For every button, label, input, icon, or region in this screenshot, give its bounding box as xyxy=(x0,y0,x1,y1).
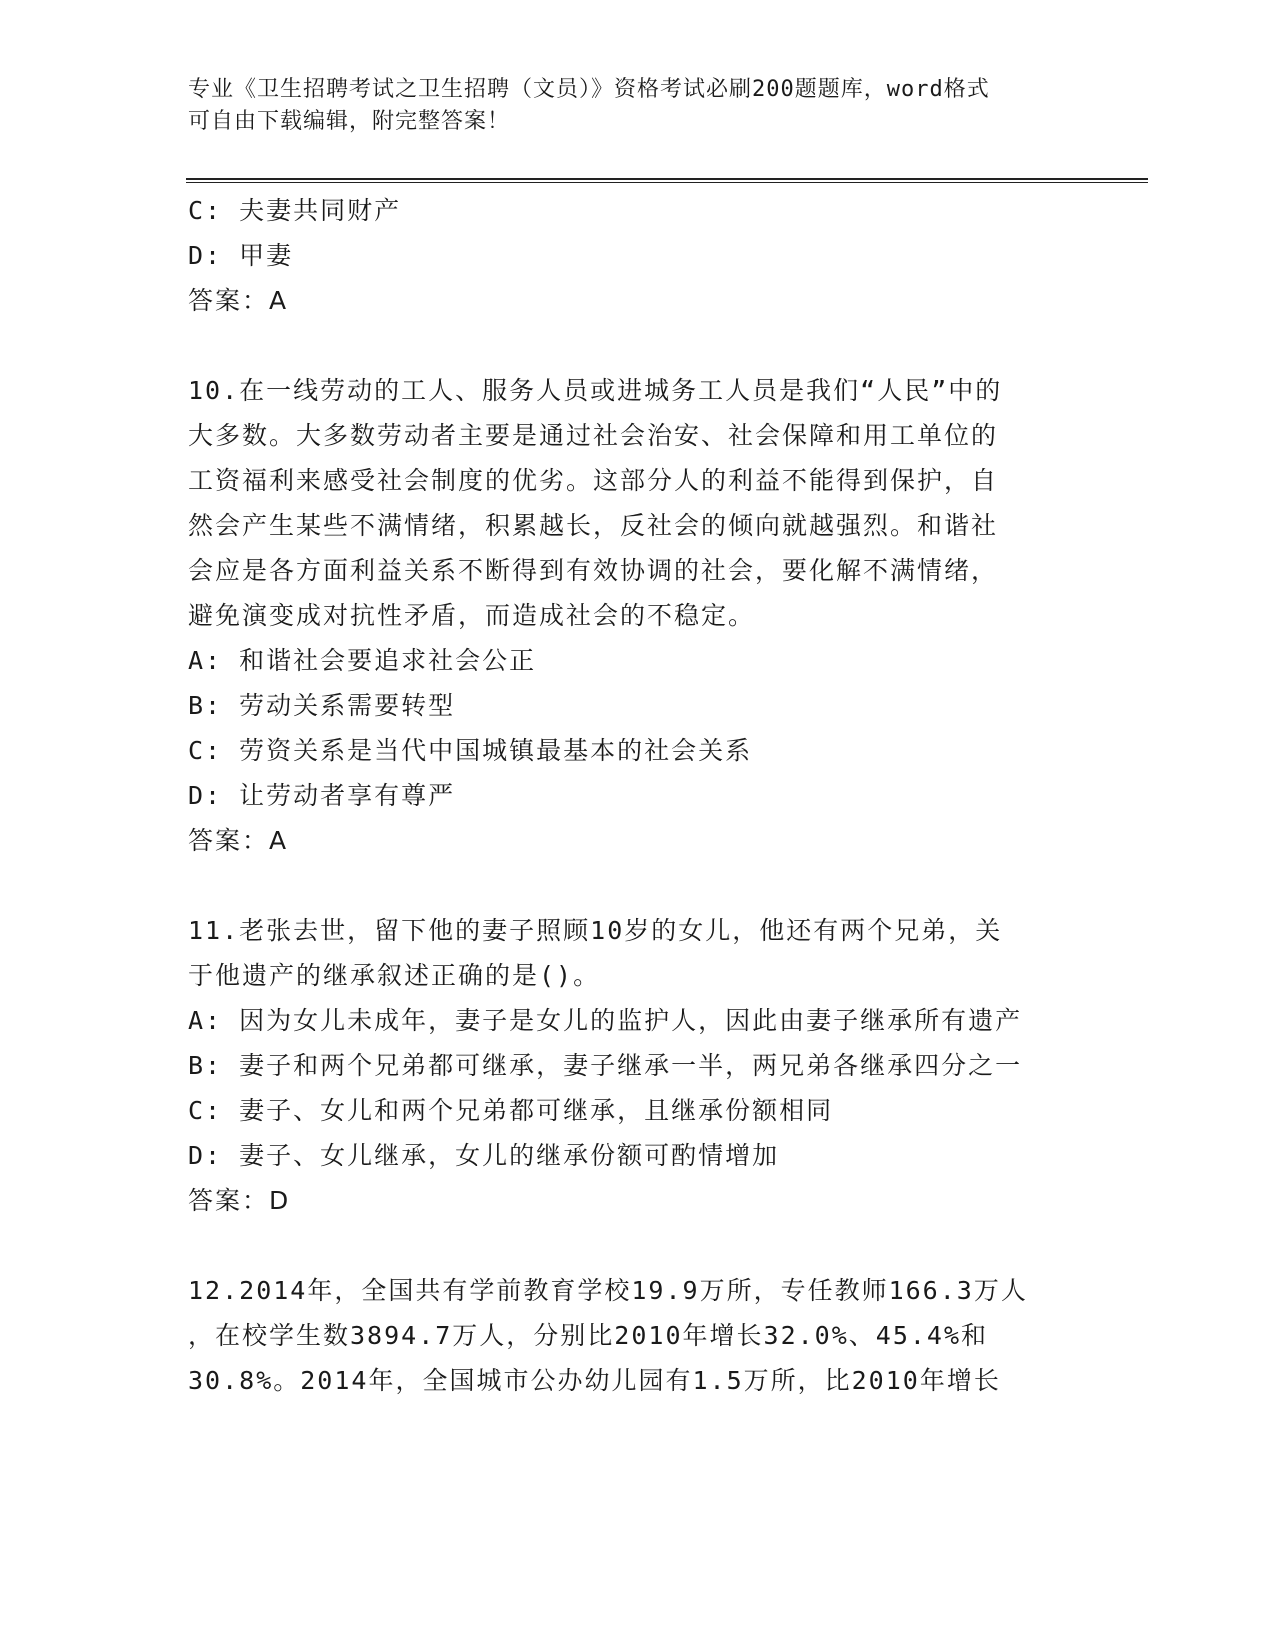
header-line: 可自由下载编辑，附完整答案！ xyxy=(188,109,511,134)
question-text: 30.8%。2014年，全国城市公办幼儿园有1.5万所，比2010年增长 xyxy=(188,1366,1001,1395)
option: A: 因为女儿未成年，妻子是女儿的监护人，因此由妻子继承所有遗产 xyxy=(188,1006,1023,1035)
question-text: 然会产生某些不满情绪，积累越长，反社会的倾向就越强烈。和谐社 xyxy=(188,511,999,540)
option: D: 让劳动者享有尊严 xyxy=(188,781,456,810)
option: D: 甲妻 xyxy=(188,241,294,270)
question-text: 于他遗产的继承叙述正确的是()。 xyxy=(188,961,601,990)
question-10 xyxy=(188,368,1088,863)
question-text: 避免演变成对抗性矛盾，而造成社会的不稳定。 xyxy=(188,601,756,630)
question-text: 11.老张去世，留下他的妻子照顾10岁的女儿，他还有两个兄弟，关 xyxy=(188,916,1003,945)
header-divider xyxy=(186,178,1148,183)
question-text: 工资福利来感受社会制度的优劣。这部分人的利益不能得到保护，自 xyxy=(188,466,999,495)
question-text: 会应是各方面利益关系不断得到有效协调的社会，要化解不满情绪， xyxy=(188,556,999,585)
spacer xyxy=(188,323,1088,368)
question-12 xyxy=(188,1268,1088,1403)
question-text: 大多数。大多数劳动者主要是通过社会治安、社会保障和用工单位的 xyxy=(188,421,999,450)
question-11 xyxy=(188,908,1088,1223)
question-text: ，在校学生数3894.7万人，分别比2010年增长32.0%、45.4%和 xyxy=(188,1321,989,1350)
option: A: 和谐社会要追求社会公正 xyxy=(188,646,537,675)
option: C: 夫妻共同财产 xyxy=(188,196,402,225)
question-text: 10.在一线劳动的工人、服务人员或进城务工人员是我们“人民”中的 xyxy=(188,376,1003,405)
option: B: 妻子和两个兄弟都可继承，妻子继承一半，两兄弟各继承四分之一 xyxy=(188,1051,1023,1080)
option: C: 劳资关系是当代中国城镇最基本的社会关系 xyxy=(188,736,753,765)
answer: 答案：D xyxy=(188,1186,291,1215)
question-text: 12.2014年，全国共有学前教育学校19.9万所，专任教师166.3万人 xyxy=(188,1276,1028,1305)
option: B: 劳动关系需要转型 xyxy=(188,691,456,720)
document-body xyxy=(188,188,1088,1403)
question-continuation xyxy=(188,188,1088,323)
spacer xyxy=(188,1223,1088,1268)
answer: 答案：A xyxy=(188,286,289,315)
spacer xyxy=(188,863,1088,908)
page-header xyxy=(188,74,1068,138)
answer: 答案：A xyxy=(188,826,289,855)
option: D: 妻子、女儿继承，女儿的继承份额可酌情增加 xyxy=(188,1141,780,1170)
option: C: 妻子、女儿和两个兄弟都可继承，且继承份额相同 xyxy=(188,1096,834,1125)
header-line: 专业《卫生招聘考试之卫生招聘（文员）》资格考试必刷200题题库，word格式 xyxy=(188,77,990,102)
